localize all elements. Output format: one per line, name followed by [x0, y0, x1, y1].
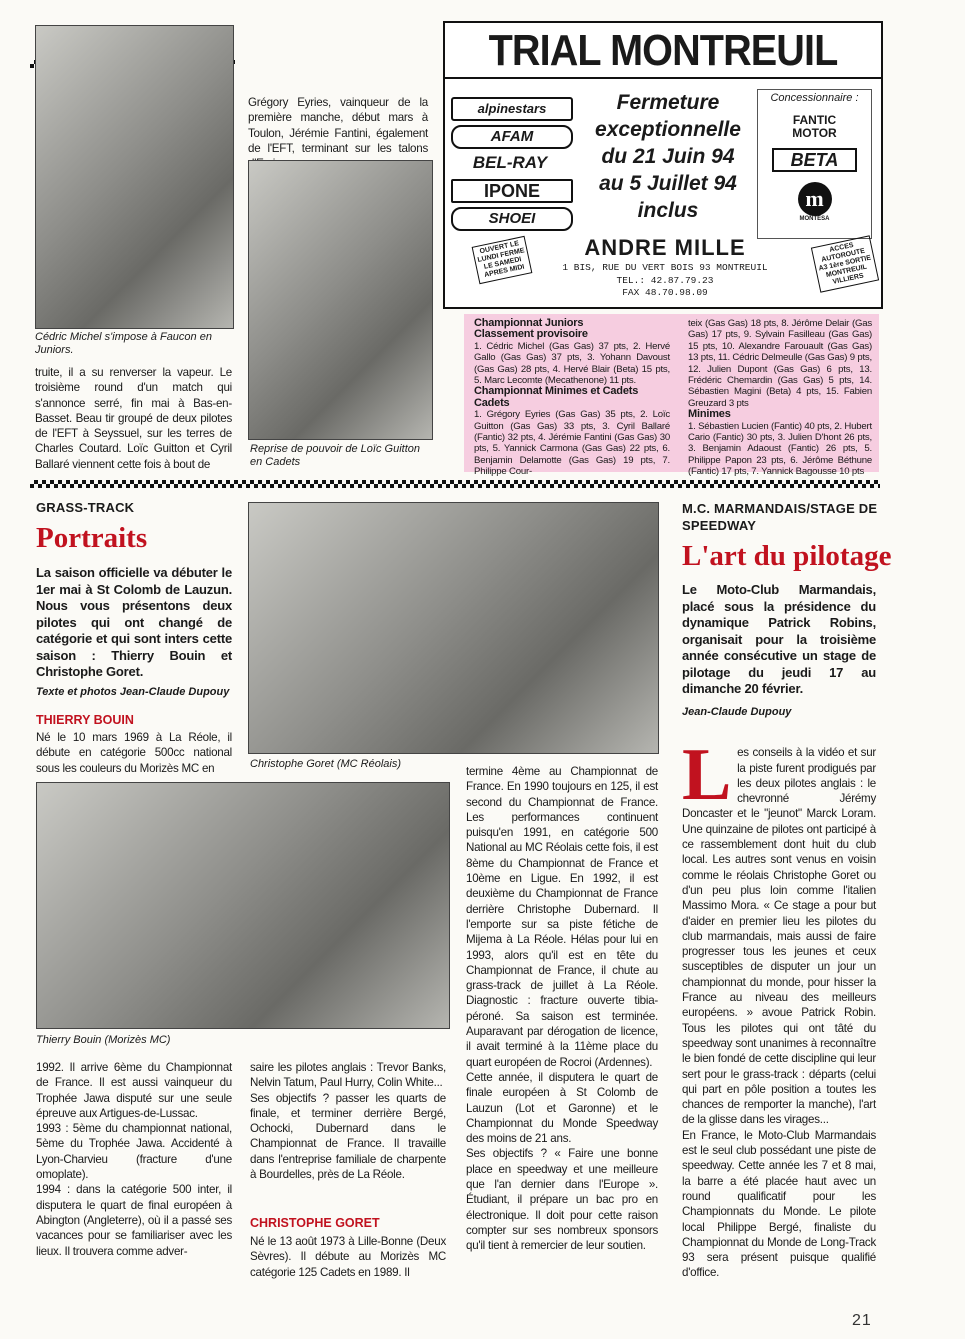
results-box [464, 314, 879, 478]
speedway-body [682, 730, 876, 1281]
grass-col3: termine 4ème au Championnat de France. En 1990 toujours en 125, il est second du Championnat de France. Les performances continuent puisqu'en 1991, en catégorie 500 National au MC Réolais cette fois, il est 8ème du Championnat de France et 10ème en Ligue. En 1992, il est deuxième du Championnat de France derrière Christophe Dubernard. Il l'emporte sur sa piste fétiche de Mijema à La Réole. Hélas pour lui en 1993, alors qu'il est en tête du Championnat de France, il chute au grass-track de juillet à La Réole. Diagnostic : fracture ouverte tibia-péroné. Sa saison est terminée. Auparavant par dérogation de licence, il avait terminé à la 11ème place du quart européen de Rocroi (Ardennes). Cette année, il disputera le quart de finale européen à St Colomb de Lauzun (Lot et Garonne) et le Championnat du Monde Speedway des moins de 21 ans. Ses objectifs ? « Faire une bonne place en speedway et une meilleure que l'an dernier dans l'Europe ». Étudiant, il prépare un bac pro en électronique. Il doit pour cette raison compter sur ses nombreux sponsors qu'il tient à remercier de leur soutien. [466, 765, 658, 1253]
ad-closure-notice [593, 89, 743, 224]
photo-cedric-michel [35, 25, 234, 329]
speedway-body-text: es conseils à la vidéo et sur la piste furent prodigués par les deux pilotes anglais : le chevronné Jérémy Doncaster et le "jeunot" Marck Loram. Une quinzaine de pilotes ont participé à ce rassemblement dont huit du club local. Les autres sont venus en voisin comme le réolais Christophe Goret ou d'un peu plus loin comme l'italien Massimo Mora. « Ce stage a pour but d'aider en premier lieu les pilotes du club marmandais, mais aussi de faire progresser tous les jeunes et ceux susceptibles de disputer un jour un championnat du monde, pour hisser la France au niveau des meilleurs européens. » avoue Patrick Robin. Tous les pilotes qui ont tâté du speedway sont unanimes à reconnaître le bien fondé de cette discipline qui leur sert pour le grass-track : départs (celui qui part en pôle position a toutes les chances de remporter la manche), l'art de la glisse dans les virages... En France, le Moto-Club Marmandais est le seul club possédant une piste de speedway. Cette année les 7 et 8 mai, la barre a été placée haut avec un round qualificatif pour les Championnats du Monde. Le pilote local Philippe Bergé, finaliste du Championnat du Monde de Long-Track 93 sera présent puisque qualifié d'office. [682, 746, 876, 1280]
results-heading-provisoire: Classement provisoire [474, 328, 588, 341]
caption-goret: Christophe Goret (MC Réolais) [250, 758, 401, 770]
speedway-lead: Le Moto-Club Marmandais, placé sous la présidence du dynamique Patrick Robins, organisait pour la troisième année consécutive un stage de pilotage du jeudi 17 au dimanche 20 février. [682, 582, 876, 696]
ad-title: TRIAL MONTREUIL [488, 26, 838, 75]
results-heading-cadets: Cadets [474, 396, 510, 409]
results-juniors: 1. Cédric Michel (Gas Gas) 37 pts, 2. Hervé Gallo (Gas Gas) 37 pts, 3. Yohann Davoust (Gas Gas) 28 pts, 4. Hervé Blair (Beta) 15 pts, 5. Marc Lecomte (Mecathenone) 11 pts. [474, 340, 670, 387]
grass-subhead-bouin: THIERRY BOUIN [36, 713, 134, 727]
ad-closure-line: au 5 Juillet 94 [599, 172, 737, 195]
ad-address: 1 BIS, RUE DU VERT BOIS 93 MONTREUIL [562, 262, 768, 273]
ad-closure-line: Fermeture [616, 91, 720, 114]
results-heading-minimes: Minimes [688, 408, 731, 421]
photo-christophe-goret [248, 502, 659, 754]
grass-credit: Texte et photos Jean-Claude Dupouy [36, 686, 230, 698]
speedway-credit: Jean-Claude Dupouy [682, 706, 792, 718]
caption-cedric-michel: Cédric Michel s'impose à Faucon en Juniors. [35, 331, 212, 356]
checker-rule-middle [30, 480, 880, 488]
grass-col2b: Né le 13 août 1973 à Lille-Bonne (Deux Sèvres). Il débute au Morizès MC catégorie 125 Cadets en 1989. Il [250, 1235, 446, 1279]
brand-shoei: SHOEI [451, 207, 573, 231]
brand-montesa: MONTESA [799, 216, 830, 222]
brand-alpinestars: alpinestars [451, 97, 573, 121]
ad-access-badge: ACCES AUTOROUTE A3 1ère SORTIE MONTREUIL VILLIERS [811, 235, 879, 292]
speedway-dropcap: L [682, 734, 732, 817]
grass-kicker: GRASS-TRACK [36, 500, 135, 515]
grass-col2: saire les pilotes anglais : Trevor Banks, Nelvin Tatum, Paul Hurry, Colin White... Ses objectifs ? passer les quarts de finale, et terminer derrière Bergé, Ochocki, Dubernard dans le Championnat de France. Il travaille dans l'entreprise familiale de charpente à Bourdelles, près de La Réole. [250, 1061, 446, 1182]
ad-closure-line: du 21 Juin 94 [601, 145, 735, 168]
top-mid-text: Grégory Eyries, vainqueur de la première manche, début mars à Toulon, Jérémie Fantini, également de l'EFT, terminant sur les talons [248, 96, 428, 155]
ad-closure-line: inclus [637, 199, 699, 222]
ad-hours-badge: OUVERT LE LUNDI FERME LE SAMEDI APRES MIDI [472, 236, 533, 284]
grass-title: Portraits [36, 522, 148, 554]
ad-dealer-name: ANDRE MILLE [584, 235, 746, 260]
grass-subhead-goret: CHRISTOPHE GORET [250, 1216, 380, 1230]
top-left-text: truite, il a su renverser la vapeur. Le troisième round d'un match qui s'annonce serré, fin mai à Bas-en-Basset. Beau tir groupé de deux pilotes de l'EFT à Seyssuel, sur les terres de Charles Coutard. Loïc Guitton et Cyril Ballaré viennent cette fois à bout de [35, 366, 232, 471]
brand-ipone: IPONE [451, 179, 573, 203]
page-number: 21 [852, 1312, 872, 1329]
results-cadets: 1. Grégory Eyries (Gas Gas) 35 pts, 2. Loïc Guitton (Gas Gas) 33 pts, 3. Cyril Ballaré (Fantic) 32 pts, 4. Jérémie Fantini (Gas Gas) 30 pts, 5. Yannick Carmona (Gas Gas) 22 pts, 6. Benjamin Delamotte (Gas Gas) 19 pts, 7. Philippe Cour- [474, 409, 670, 478]
grass-intro-bouin: Né le 10 mars 1969 à La Réole, il débute en catégorie 500cc national sous les couleurs du Morizès MC en [36, 731, 232, 775]
results-cadets-cont: teix (Gas Gas) 18 pts, 8. Jérôme Delair (Gas Gas) 17 pts, 9. Sylvain Fasilleau (Gas Gas) 15 pts, 10. Alexandre Farouault (Gas Gas) 13 pts, 11. Cédric Delmeulle (Gas Gas) 9 pts, 12. Julien Dupont (Gas Gas) 6 pts, 13. Frédéric Chemardin (Gas Gas) 5 pts, 14. Sébastien Magini (Beta) 4 pts, 15. Fabien Greuzard 3 pts [688, 318, 872, 409]
grass-lead: La saison officielle va débuter le 1er mai à St Colomb de Lauzun. Nous vous présentons deux pilotes qui ont changé de catégorie et qui sont inters cette saison : Thierry Bouin et Christophe Goret. [36, 565, 232, 679]
results-heading-minimes-cadets: Championnat Minimes et Cadets [474, 385, 639, 398]
results-minimes: 1. Sébastien Lucien (Fantic) 40 pts, 2. Hubert Cario (Fantic) 30 pts, 3. Julien D'hont 26 pts, 3. Benjamin Adaoust (Fantic) 26 pts, 5. Philippe Papon 23 pts, 6. Jérôme Béthune (Fantic) 17 pts, 7. Yannick Bagousse 10 pts [688, 420, 872, 478]
caption-loic-guitton: Reprise de pouvoir de Loïc Guitton en Cadets [250, 443, 420, 468]
ad-tel: TEL.: 42.87.79.23 [616, 275, 714, 286]
speedway-kicker: M.C. MARMANDAIS/STAGE DE SPEEDWAY [682, 501, 878, 533]
grass-col1: 1992. Il arrive 6ème du Championnat de France. Il est aussi vainqueur du Trophée Jawa disputé sur une seule épreuve aux Artigues-de-Lussac. 1993 : 5ème du championnat national, 5ème du Trophée Jawa. Accidenté à Lyon-Charvieu (fracture d'une omoplate). 1994 : dans la catégorie 500 inter, il disputera le quart de final européen à Abington (Angleterre), où il a passé ses vacances pour se familiariser avec les lieux. Il trouvera comme adver- [36, 1061, 232, 1258]
results-heading-juniors: Championnat Juniors [474, 317, 584, 329]
ad-dealer-box [757, 89, 872, 239]
photo-thierry-bouin [36, 782, 450, 1029]
ad-fax: FAX 48.70.98.09 [622, 287, 708, 298]
brand-fantic: FANTIC MOTOR [792, 113, 837, 140]
montesa-logo-icon: m [798, 182, 832, 216]
ad-concessionnaire-label: Concessionnaire : [770, 92, 859, 104]
photo-loic-guitton [248, 160, 433, 440]
results-col-right [688, 318, 872, 478]
caption-bouin: Thierry Bouin (Morizès MC) [36, 1034, 171, 1046]
brand-belray: BEL-RAY [451, 153, 569, 173]
results-col-left [474, 318, 670, 478]
brand-afam: AFAM [451, 125, 573, 149]
brand-beta: BETA [772, 148, 857, 172]
trial-montreuil-ad [443, 21, 883, 309]
ad-closure-line: exceptionnelle [595, 118, 741, 141]
speedway-title: L'art du pilotage [682, 540, 892, 572]
